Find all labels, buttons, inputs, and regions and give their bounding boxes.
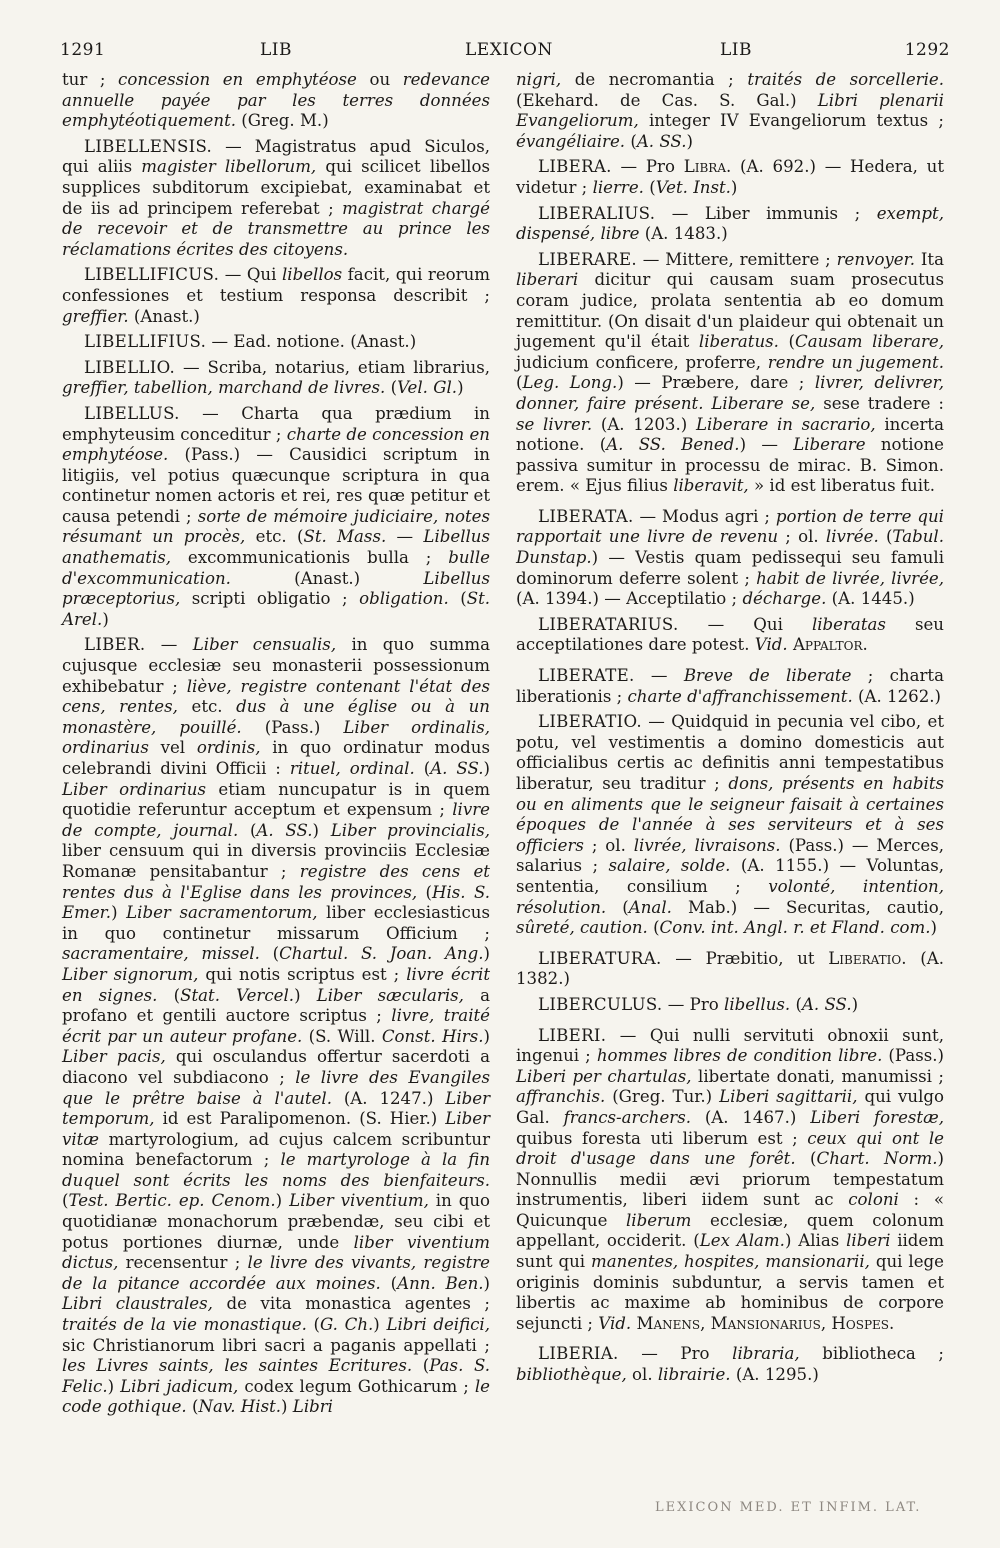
headword: LIBELLIO.: [84, 357, 176, 377]
running-head-center: LEXICON: [465, 40, 553, 60]
entry-liberata: LIBERATA. — Modus agri ; portion de terre qui rapportait une livre de revenu ; ol. livrée. (Tabul. Dunstap.) — Vestis quam pedissequi seu famuli dominorum deferre solent ; habit de livrée, livrée, (A. 1394.) — Acceptilatio ; décharge. (A. 1445.): [516, 506, 944, 609]
entry-liberatio: LIBERATIO. — Quidquid in pecunia vel cibo, et potu, vel vestimentis a domino domesticis aut officialibus certis ac definitis anni tempestatibus liberatur, seu traditur ; dons, présents en habits ou en aliments que le seigneur faisait à certaines époques de l'année à ses serviteurs et à ses officiers ; ol. livrée, livraisons. (Pass.) — Merces, salarius ; salaire, solde. (A. 1155.) — Voluntas, sententia, consilium ; volonté, intention, résolution. (Anal. Mab.) — Securitas, cautio, sûreté, caution. (Conv. int. Angl. r. et Fland. com.): [516, 712, 945, 938]
footer-signature-mark: LEXICON MED. ET INFIM. LAT.: [655, 1500, 922, 1515]
entry-liberalius: LIBERALIUS. — Liber immunis ; exempt, dispensé, libre (A. 1483.): [516, 203, 944, 244]
right-column: [516, 70, 944, 1391]
headword: LIBELLUS.: [84, 403, 180, 423]
entry-libellio: LIBELLIO. — Scriba, notarius, etiam librarius, greffier, tabellion, marchand de livres. (Vel. Gl.): [62, 357, 490, 398]
headword: LIBERCULUS.: [538, 994, 663, 1014]
entry-liberatura: LIBERATURA. — Præbitio, ut Liberatio. (A. 1382.): [516, 948, 944, 989]
entry-liberia: LIBERIA. — Pro libraria, bibliotheca ; bibliothèque, ol. librairie. (A. 1295.): [516, 1344, 944, 1385]
entry-libellensis: LIBELLENSIS. — Magistratus apud Siculos, qui aliis magister libellorum, qui scilicet libellos supplices subditorum excipiebat, examinabat et de iis ad principem referebat ; magistrat chargé de recevoir et de transmettre au prince les réclamations écrites des citoyens.: [62, 136, 490, 259]
entry-libera: LIBERA. — Pro Libra. (A. 692.) — Hedera, ut videtur ; lierre. (Vet. Inst.): [516, 157, 944, 197]
headword: LIBERATA.: [538, 506, 634, 526]
headword: LIBELLENSIS.: [84, 136, 213, 156]
entry-liberate: LIBERATE. — Breve de liberate ; charta liberationis ; charte d'affranchissement. (A. 1262.): [516, 666, 944, 706]
left-column: [62, 70, 490, 1423]
headword: LIBERATARIUS.: [538, 614, 679, 634]
entry-continuation: tur ; concession en emphytéose ou redevance annuelle payée par les terres données emphytéotiquement. (Greg. M.): [62, 70, 490, 131]
headword: LIBERALIUS.: [538, 203, 656, 223]
page-number-right: 1292: [904, 40, 950, 60]
headword: LIBELLIFICUS.: [84, 265, 220, 285]
entry-libellus: LIBELLUS. — Charta qua prædium in emphyteusim conceditur ; charte de concession en emphytéose. (Pass.) — Causidici scriptum in litigiis, vel potius quæcunque scriptura in qua continetur nomen actoris et rei, res quæ petitur et causa petendi ; sorte de mémoire judiciaire, notes résumant un procès, etc. (St. Mass. — Libellus anathematis, excommunicationis bulla ; bulle d'excommunication. (Anast.) Libellus præceptorius, scripti obligatio ; obligation. (St. Arel.): [62, 403, 491, 629]
entry-liberatarius: LIBERATARIUS. — Qui liberatas seu acceptilationes dare potest. Vid. Appaltor.: [516, 614, 944, 655]
entry-liber: LIBER. — Liber censualis, in quo summa cujusque ecclesiæ seu monasterii possessionum exhibebatur ; liève, registre contenant l'état des cens, rentes, etc. dus à une église ou à un monastère, pouillé. (Pass.) Liber ordinalis, ordinarius vel ordinis, in quo ordinatur modus celebrandi divini Officii : rituel, ordinal. (A. SS.) Liber ordinarius etiam nuncupatur is in quem quotidie referuntur acceptum et expensum ; livre de compte, journal. (A. SS.) Liber provincialis, liber censuum qui in diversis provinciis Ecclesiæ Romanæ pensitabantur ; registre des cens et rentes dus à l'Eglise dans les provinces, (His. S. Emer.) Liber sacramentorum, liber ecclesiasticus in quo continetur missarum Officium ; sacramentaire, missel. (Chartul. S. Joan. Ang.) Liber signorum, qui notis scriptus est ; livre écrit en signes. (Stat. Vercel.) Liber sæcularis, a profano et gentili auctore scriptus ; livre, traité écrit par un auteur profane. (S. Will. Const. Hirs.) Liber pacis, qui osculandus offertur sacerdoti a diacono vel subdiacono ; le livre des Evangiles que le prêtre baise à l'autel. (A. 1247.) Liber temporum, id est Paralipomenon. (S. Hier.) Liber vitæ martyrologium, ad cujus calcem scribuntur nomina benefactorum ; le martyrologe à la fin duquel sont écrits les noms des bienfaiteurs. (Test. Bertic. ep. Cenom.) Liber viventium, in quo quotidianæ monachorum præbendæ, seu cibi et potus portiones diurnæ, unde liber viventium dictus, recensentur ; le livre des vivants, registre de la pitance accordée aux moines. (Ann. Ben.) Libri claustrales, de vita monastica agentes ; traités de la vie monastique. (G. Ch.) Libri deifici, sic Christianorum libri sacri a paganis appellati ; les Livres saints, les saintes Ecritures. (Pas. S. Felic.) Libri jadicum, codex legum Gothicarum ; le code gothique. (Nav. Hist.) Libri: [62, 635, 491, 1417]
headword: LIBERATURA.: [538, 948, 662, 968]
entry-liberare: LIBERARE. — Mittere, remittere ; renvoyer. Ita liberari dicitur qui causam suam prosecutus coram judice, prolata sententia ab eo domum remittitur. (On disait d'un plaideur qui obtenait un jugement qu'il était liberatus. (Causam liberare, judicium conficere, proferre, rendre un jugement. (Leg. Long.) — Præbere, dare ; livrer, delivrer, donner, faire présent. Liberare se, sese tradere : se livrer. (A. 1203.) Liberare in sacrario, incerta notione. (A. SS. Bened.) — Liberare notione passiva sumitur in processu de mirac. B. Simon. erem. « Ejus filius liberavit, » id est liberatus fuit.: [516, 249, 945, 496]
headword: LIBERARE.: [538, 249, 637, 269]
entry-liberi: LIBERI. — Qui nulli servituti obnoxii sunt, ingenui ; hommes libres de condition libre. (Pass.) Liberi per chartulas, libertate donati, manumissi ; affranchis. (Greg. Tur.) Liberi sagittarii, qui vulgo Gal. francs-archers. (A. 1467.) Liberi forestæ, quibus foresta uti liberum est ; ceux qui ont le droit d'usage dans une forêt. (Chart. Norm.) Nonnullis medii ævi priorum tempestatum instrumentis, liberi iidem sunt ac coloni : « Quicunque liberum ecclesiæ, quem colonum appellant, occiderit. (Lex Alam.) Alias liberi iidem sunt qui manentes, hospites, mansionarii, qui lege originis dominis subduntur, a servis tamen et libertis ac maxime ab hominibus de corpore sejuncti ; Vid. Manens, Mansionarius, Hospes.: [516, 1025, 945, 1333]
entry-libellificus: LIBELLIFICUS. — Qui libellos facit, qui reorum confessiones et testium responsa describit ; greffier. (Anast.): [62, 265, 490, 326]
entry-continuation: nigri, de necromantia ; traités de sorcellerie. (Ekehard. de Cas. S. Gal.) Libri plenarii Evangeliorum, integer IV Evangeliorum textus ; évangéliaire. (A. SS.): [516, 70, 944, 151]
headword: LIBER.: [84, 635, 146, 655]
page-number-left: 1291: [60, 40, 106, 60]
entry-liberculus: LIBERCULUS. — Pro libellus. (A. SS.): [538, 994, 859, 1014]
headword: LIBERI.: [538, 1025, 607, 1045]
running-head: [60, 40, 950, 64]
headword: LIBELLIFIUS.: [84, 332, 207, 352]
entry-libellifius: LIBELLIFIUS. — Ead. notione. (Anast.): [84, 332, 417, 352]
running-head-right: LIB: [720, 40, 752, 60]
headword: LIBERIA.: [538, 1344, 619, 1364]
headword: LIBERATIO.: [538, 712, 642, 732]
headword: LIBERATE.: [538, 666, 635, 686]
running-head-left: LIB: [260, 40, 292, 60]
headword: LIBERA.: [538, 157, 612, 177]
